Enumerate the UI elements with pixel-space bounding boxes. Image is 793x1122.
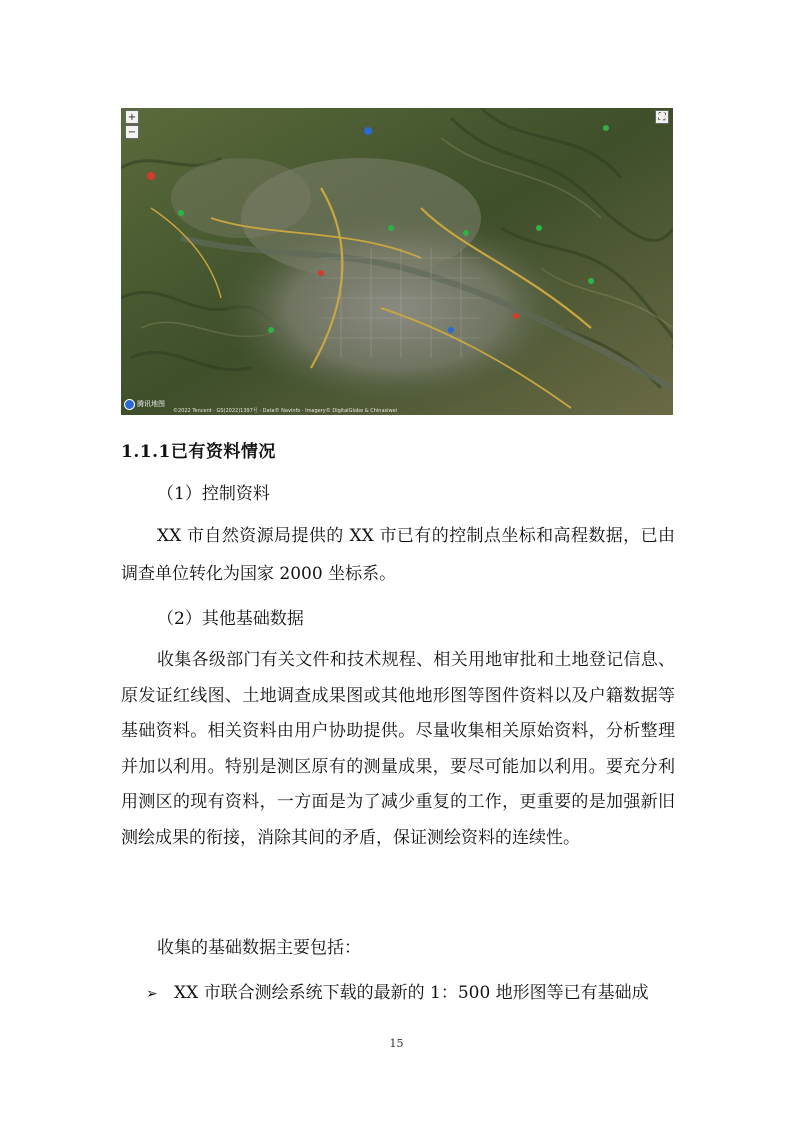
section-heading: 1.1.1已有资料情况 — [121, 442, 276, 462]
fullscreen-button[interactable]: ⛶ — [655, 110, 669, 124]
map-attribution: ©2022 Tencent · GS(2022)1397号 · Data© Navinfo · Imagery© DigitalGlobe & Chinasiwei — [173, 408, 398, 414]
satellite-map[interactable] — [121, 108, 673, 415]
bullet-text: XX 市联合测绘系统下载的最新的 1：500 地形图等已有基础成 — [174, 983, 649, 1003]
subheading-other-data: （2）其他基础数据 — [157, 609, 304, 629]
paragraph-data-intro: 收集的基础数据主要包括： — [157, 938, 361, 958]
subheading-control-data: （1）控制资料 — [157, 484, 270, 504]
map-logo-icon — [124, 399, 135, 410]
page-number: 15 — [389, 1037, 404, 1050]
bullet-item — [146, 976, 649, 1012]
zoom-out-button[interactable]: − — [125, 125, 139, 139]
paragraph-control-data: XX 市自然资源局提供的 XX 市已有的控制点坐标和高程数据，已由调查单位转化为国家 2000 坐标系。 — [121, 526, 675, 584]
map-logo[interactable]: 腾讯地图 — [124, 398, 170, 410]
paragraph-other-data: 收集各级部门有关文件和技术规程、相关用地审批和土地登记信息、原发证红线图、土地调查成果图或其他地形图等图件资料以及户籍数据等基础资料。相关资料由用户协助提供。尽量收集相关原始资料，分析整理并加以利用。特别是测区原有的测量成果，要尽可能加以利用。要充分利用测区的现有资料，一方面是为了减少重复的工作，更重要的是加强新旧测绘成果的衔接，消除其间的矛盾，保证测绘资料的连续性。 — [121, 650, 675, 848]
zoom-in-button[interactable]: + — [125, 110, 139, 124]
bullet-arrow-icon: ➢ — [146, 986, 158, 1002]
satellite-map-image — [121, 108, 673, 415]
